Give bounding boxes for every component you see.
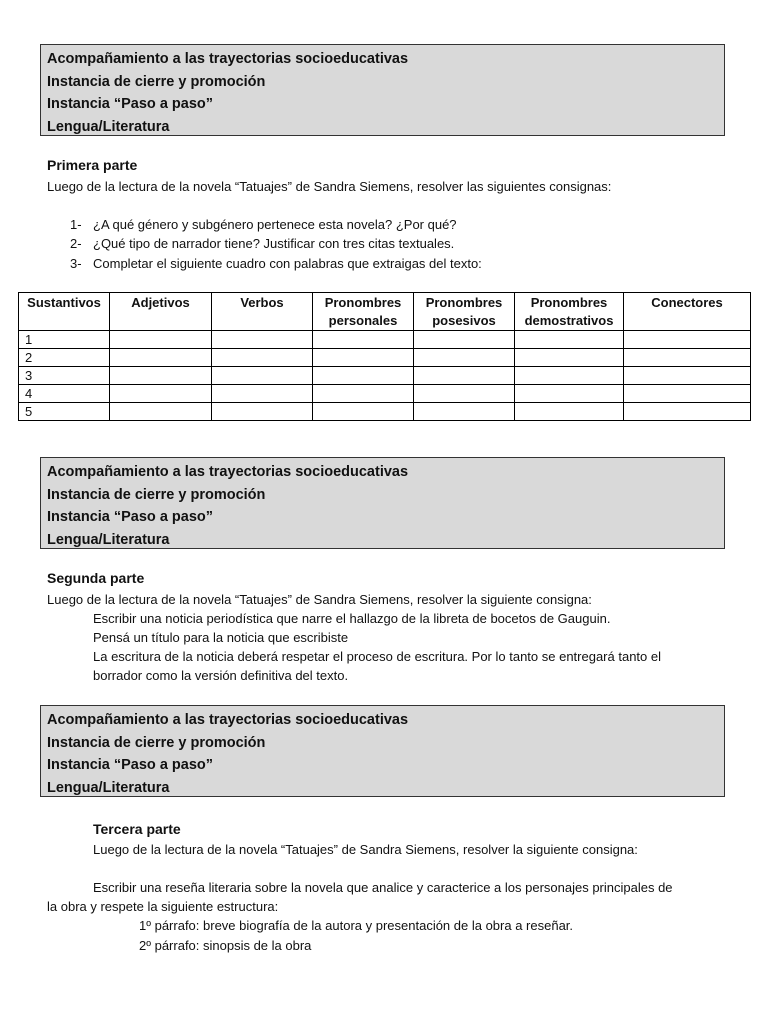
header-line-step: Instancia “Paso a paso” bbox=[47, 96, 214, 113]
table-cell[interactable] bbox=[414, 367, 515, 385]
table-cell[interactable] bbox=[110, 385, 212, 403]
table-cell[interactable] bbox=[313, 349, 414, 367]
table-cell[interactable] bbox=[110, 331, 212, 349]
header-line-program: Acompañamiento a las trayectorias socioeducativas bbox=[47, 51, 409, 67]
table-header-row bbox=[19, 293, 751, 331]
row-number: 2 bbox=[19, 349, 110, 367]
part1-item-2-number: 2- bbox=[70, 236, 82, 251]
table-cell[interactable] bbox=[515, 367, 624, 385]
row-number: 3 bbox=[19, 367, 110, 385]
table-cell[interactable] bbox=[313, 367, 414, 385]
table-cell[interactable] bbox=[414, 331, 515, 349]
header-line-step: Instancia “Paso a paso” bbox=[47, 757, 214, 774]
table-cell[interactable] bbox=[313, 385, 414, 403]
table-cell[interactable] bbox=[624, 331, 751, 349]
header-line-subject: Lengua/Literatura bbox=[47, 531, 170, 548]
row-number: 4 bbox=[19, 385, 110, 403]
col-header-adjetivos: Adjetivos bbox=[110, 293, 212, 331]
col-header-verbos: Verbos bbox=[212, 293, 313, 331]
part3-title: Tercera parte bbox=[93, 821, 181, 837]
part3-instruction-1a: Escribir una reseña literaria sobre la novela que analice y caracterice a los personajes principales de bbox=[93, 880, 673, 895]
part3-instruction-1b: la obra y respete la siguiente estructura: bbox=[47, 899, 279, 914]
header-line-program: Acompañamiento a las trayectorias socioeducativas bbox=[47, 712, 409, 728]
table-cell[interactable] bbox=[624, 385, 751, 403]
table-cell[interactable] bbox=[313, 331, 414, 349]
col-header-pronombres-demostrativos: Pronombres demostrativos bbox=[515, 293, 624, 331]
header-block-3 bbox=[40, 705, 725, 797]
col-header-sustantivos: Sustantivos bbox=[19, 293, 110, 331]
table-cell[interactable] bbox=[212, 367, 313, 385]
header-line-subject: Lengua/Literatura bbox=[47, 118, 170, 135]
table-cell[interactable] bbox=[212, 385, 313, 403]
part1-item-1-number: 1- bbox=[70, 217, 82, 232]
header-line-instance: Instancia de cierre y promoción bbox=[47, 734, 266, 751]
part1-item-3-text: Completar el siguiente cuadro con palabras que extraigas del texto: bbox=[93, 256, 482, 271]
table-row bbox=[19, 331, 751, 349]
table-cell[interactable] bbox=[414, 403, 515, 421]
table-cell[interactable] bbox=[313, 403, 414, 421]
table-cell[interactable] bbox=[414, 349, 515, 367]
table-cell[interactable] bbox=[212, 331, 313, 349]
header-block-1 bbox=[40, 44, 725, 136]
table-row bbox=[19, 349, 751, 367]
part2-instruction-3a: La escritura de la noticia deberá respetar el proceso de escritura. Por lo tanto se entregará tanto el bbox=[93, 649, 661, 664]
row-number: 1 bbox=[19, 331, 110, 349]
header-line-subject: Lengua/Literatura bbox=[47, 779, 170, 796]
table-cell[interactable] bbox=[624, 403, 751, 421]
table-row bbox=[19, 367, 751, 385]
header-line-step: Instancia “Paso a paso” bbox=[47, 509, 214, 526]
header-line-instance: Instancia de cierre y promoción bbox=[47, 486, 266, 503]
table-cell[interactable] bbox=[212, 349, 313, 367]
table-cell[interactable] bbox=[414, 385, 515, 403]
part1-item-1-text: ¿A qué género y subgénero pertenece esta novela? ¿Por qué? bbox=[93, 217, 457, 232]
table-cell[interactable] bbox=[515, 331, 624, 349]
part2-title: Segunda parte bbox=[47, 570, 145, 586]
part1-title: Primera parte bbox=[47, 157, 138, 173]
part1-item-2-text: ¿Qué tipo de narrador tiene? Justificar con tres citas textuales. bbox=[93, 236, 455, 251]
part3-paragraph-2: 2º párrafo: sinopsis de la obra bbox=[139, 938, 312, 953]
part2-intro: Luego de la lectura de la novela “Tatuajes” de Sandra Siemens, resolver la siguiente consigna: bbox=[47, 592, 592, 607]
table-cell[interactable] bbox=[110, 403, 212, 421]
table-cell[interactable] bbox=[110, 367, 212, 385]
part3-intro: Luego de la lectura de la novela “Tatuajes” de Sandra Siemens, resolver la siguiente consigna: bbox=[93, 842, 638, 857]
part2-instruction-1: Escribir una noticia periodística que narre el hallazgo de la libreta de bocetos de Gauguin. bbox=[93, 611, 611, 626]
table-cell[interactable] bbox=[515, 385, 624, 403]
col-header-pronombres-posesivos: Pronombres posesivos bbox=[414, 293, 515, 331]
part2-instruction-2: Pensá un título para la noticia que escribiste bbox=[93, 630, 349, 645]
col-header-conectores: Conectores bbox=[624, 293, 751, 331]
table-row bbox=[19, 385, 751, 403]
table-cell[interactable] bbox=[212, 403, 313, 421]
part3-paragraph-1: 1º párrafo: breve biografía de la autora y presentación de la obra a reseñar. bbox=[139, 918, 574, 933]
table-cell[interactable] bbox=[624, 367, 751, 385]
header-line-instance: Instancia de cierre y promoción bbox=[47, 73, 266, 90]
part1-item-3-number: 3- bbox=[70, 256, 82, 271]
row-number: 5 bbox=[19, 403, 110, 421]
part2-instruction-3b: borrador como la versión definitiva del texto. bbox=[93, 668, 349, 683]
col-header-pronombres-personales: Pronombres personales bbox=[313, 293, 414, 331]
words-table bbox=[18, 292, 751, 421]
table-row bbox=[19, 403, 751, 421]
table-cell[interactable] bbox=[515, 403, 624, 421]
part1-intro: Luego de la lectura de la novela “Tatuajes” de Sandra Siemens, resolver las siguientes consignas: bbox=[47, 179, 612, 194]
header-block-2 bbox=[40, 457, 725, 549]
table-cell[interactable] bbox=[624, 349, 751, 367]
header-line-program: Acompañamiento a las trayectorias socioeducativas bbox=[47, 464, 409, 480]
table-cell[interactable] bbox=[110, 349, 212, 367]
table-cell[interactable] bbox=[515, 349, 624, 367]
